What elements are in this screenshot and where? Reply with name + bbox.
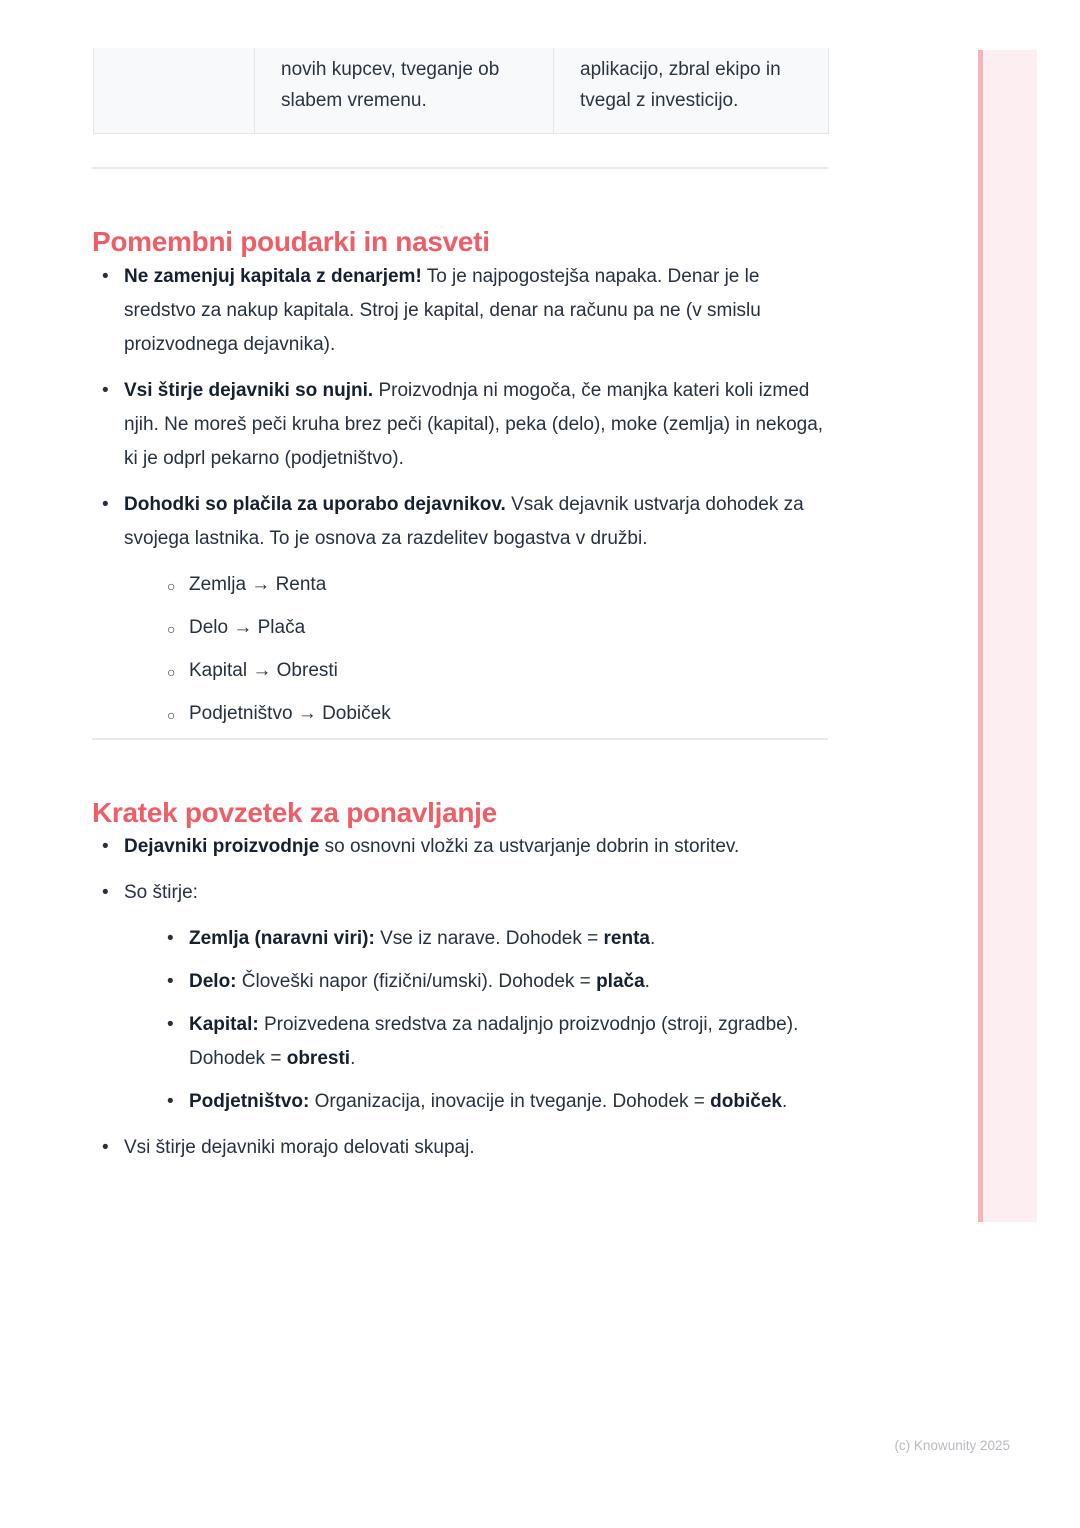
section-divider bbox=[92, 167, 828, 169]
nested-bullet-list bbox=[124, 922, 828, 1119]
bullet-icon: • bbox=[102, 494, 109, 515]
nested-text: . bbox=[649, 928, 656, 949]
circle-bullet-icon: ○ bbox=[167, 707, 176, 723]
nested-lead-bold: Zemlja (naravni viri): bbox=[189, 928, 375, 949]
side-accent-bar bbox=[978, 50, 1037, 1222]
circle-bullet-icon: ○ bbox=[167, 664, 176, 680]
bullet-text: To je najpogostejša napaka. Denar je le sredstvo za nakup kapitala. Stroj je kapital, denar na računu pa ne (v smislu proizvodnega dejavnika). bbox=[124, 266, 761, 355]
nested-lead-bold: Podjetništvo: bbox=[189, 1091, 310, 1112]
bullet-text: Vsi štirje dejavniki morajo delovati skupaj. bbox=[124, 1137, 475, 1158]
nested-text: Vse iz narave. Dohodek = bbox=[374, 928, 604, 949]
bullet-lead-bold: Ne zamenjuj kapitala z denarjem! bbox=[124, 266, 422, 287]
table-cell: aplikacijo, zbral ekipo in tvegal z investicijo. bbox=[553, 48, 828, 133]
bullet-icon: • bbox=[102, 1137, 109, 1158]
nested-bullet-item bbox=[156, 1085, 828, 1119]
sub-bullet-text: Kapital → Obresti bbox=[189, 660, 338, 681]
section1-bullet-list bbox=[92, 260, 828, 743]
sub-bullet-item bbox=[156, 654, 828, 688]
bullet-icon: • bbox=[102, 380, 109, 401]
bullet-icon: • bbox=[102, 266, 109, 287]
bullet-item bbox=[92, 260, 828, 362]
nested-bullet-item bbox=[156, 922, 828, 956]
sub-bullet-item bbox=[156, 697, 828, 731]
bullet-icon: • bbox=[102, 836, 109, 857]
sub-bullet-item bbox=[156, 611, 828, 645]
bullet-icon: • bbox=[167, 928, 174, 949]
nested-bold-term: dobiček bbox=[710, 1091, 782, 1112]
bullet-item bbox=[92, 830, 828, 864]
nested-text: . bbox=[781, 1091, 788, 1112]
nested-text: Organizacija, inovacije in tveganje. Dohodek = bbox=[309, 1091, 711, 1112]
bullet-lead-bold: Dejavniki proizvodnje bbox=[124, 836, 320, 857]
bullet-text: Proizvodnja ni mogoča, če manjka kateri koli izmed njih. Ne moreš peči kruha brez peči (kapital), peka (delo), moke (zemlja) in nekoga, ki je odprl pekarno (podjetništvo). bbox=[124, 380, 824, 469]
nested-text: . bbox=[644, 971, 650, 992]
table-cell: novih kupcev, tveganje ob slabem vremenu. bbox=[254, 48, 553, 133]
sub-bullet-list bbox=[124, 568, 828, 731]
section-title-pomembni-poudarki: Pomembni poudarki in nasveti bbox=[92, 226, 490, 258]
bullet-item bbox=[92, 1131, 828, 1165]
circle-bullet-icon: ○ bbox=[167, 621, 176, 637]
nested-bullet-item bbox=[156, 965, 828, 999]
bullet-icon: • bbox=[167, 1091, 174, 1112]
bullet-item bbox=[92, 374, 828, 476]
nested-bold-term: obresti bbox=[286, 1048, 351, 1069]
section-title-kratek-povzetek: Kratek povzetek za ponavljanje bbox=[92, 797, 497, 829]
bullet-item bbox=[92, 876, 828, 1119]
section-divider bbox=[92, 738, 828, 740]
sub-bullet-text: Delo → Plača bbox=[189, 617, 306, 638]
bullet-item bbox=[92, 488, 828, 731]
bullet-text: so osnovni vložki za ustvarjanje dobrin in storitev. bbox=[319, 836, 740, 857]
bullet-icon: • bbox=[102, 882, 109, 903]
nested-lead-bold: Delo: bbox=[189, 971, 237, 992]
nested-text: Človeški napor (fizični/umski). Dohodek = bbox=[236, 971, 597, 992]
sub-bullet-text: Zemlja → Renta bbox=[189, 574, 327, 595]
table-fragment bbox=[93, 48, 829, 134]
sub-bullet-text: Podjetništvo → Dobiček bbox=[189, 703, 391, 724]
section2-bullet-list bbox=[92, 830, 828, 1177]
sub-bullet-item bbox=[156, 568, 828, 602]
bullet-icon: • bbox=[167, 971, 174, 992]
circle-bullet-icon: ○ bbox=[167, 578, 176, 594]
bullet-lead-bold: Dohodki so plačila za uporabo dejavnikov. bbox=[124, 494, 506, 515]
bullet-text: So štirje: bbox=[124, 882, 198, 903]
nested-text: . bbox=[350, 1048, 356, 1069]
nested-bold-term: renta bbox=[603, 928, 650, 949]
nested-lead-bold: Kapital: bbox=[189, 1014, 259, 1035]
nested-bold-term: plača bbox=[596, 971, 645, 992]
copyright-footer: (c) Knowunity 2025 bbox=[894, 1438, 1010, 1453]
bullet-text: Vsak dejavnik ustvarja dohodek za svojega lastnika. To je osnova za razdelitev bogastva v družbi. bbox=[124, 494, 804, 549]
bullet-icon: • bbox=[167, 1014, 174, 1035]
bullet-lead-bold: Vsi štirje dejavniki so nujni. bbox=[124, 380, 374, 401]
nested-bullet-item bbox=[156, 1008, 828, 1076]
table-cell-empty bbox=[94, 48, 254, 133]
nested-text: Proizvedena sredstva za nadaljnjo proizvodnjo (stroji, zgradbe). Dohodek = bbox=[189, 1014, 799, 1069]
